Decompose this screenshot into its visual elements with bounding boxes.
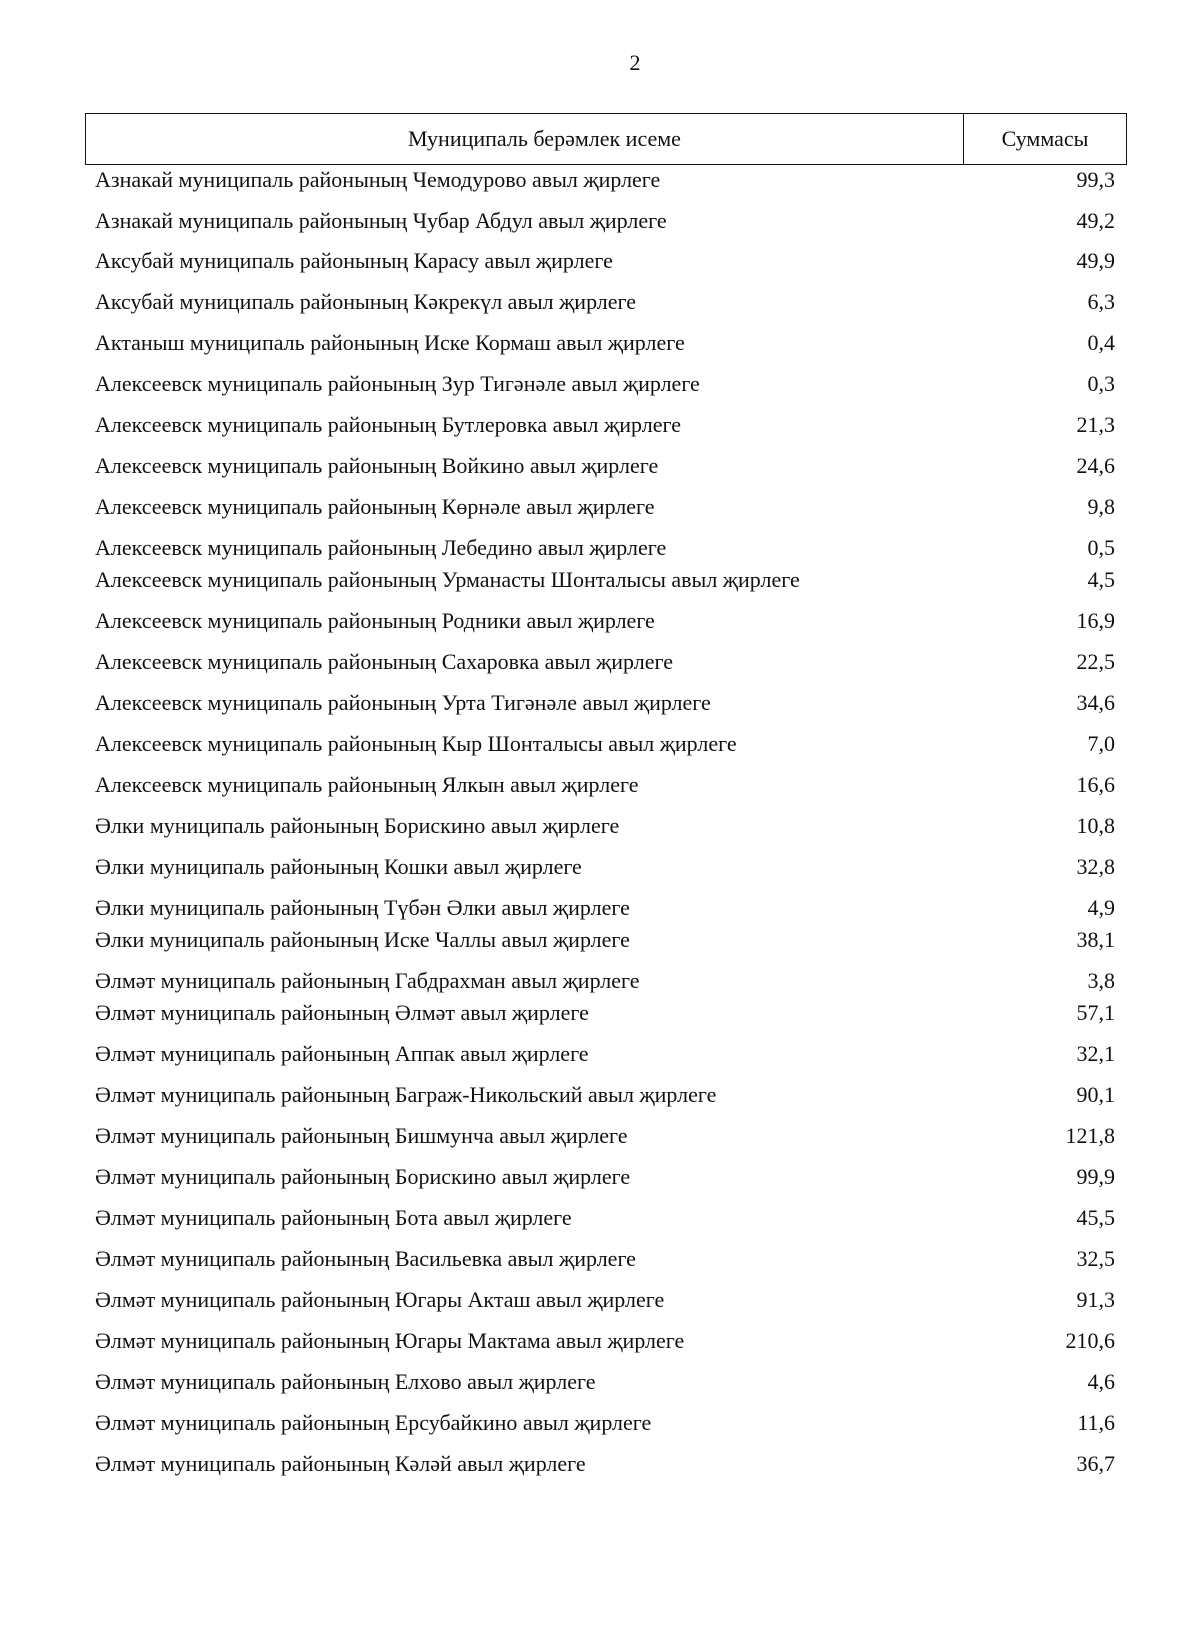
table-row [95,533,1115,563]
row-sum: 38,1 [1076,927,1115,952]
table-row [95,1408,1115,1438]
row-name: Әлки муниципаль районының Борискино авыл җирлеге [95,813,620,838]
row-sum: 49,9 [1076,248,1115,273]
table-row [95,246,1115,276]
row-name: Актаныш муниципаль районының Иске Кормаш авыл җирлеге [95,330,685,355]
table-row [95,1121,1115,1151]
row-name: Әлмәт муниципаль районының Ерсубайкино авыл җирлеге [95,1410,652,1435]
row-name: Алексеевск муниципаль районының Бутлеровка авыл җирлеге [95,412,681,437]
row-name: Әлмәт муниципаль районының Баграж-Никольский авыл җирлеге [95,1082,717,1107]
table-row [95,206,1115,236]
row-sum: 36,7 [1076,1451,1115,1476]
row-name: Әлмәт муниципаль районының Әлмәт авыл җирлеге [95,1000,589,1025]
row-sum: 16,9 [1076,608,1115,633]
row-name: Аксубай муниципаль районының Кәкрекүл авыл җирлеге [95,289,637,314]
row-sum: 32,5 [1076,1246,1115,1271]
row-sum: 91,3 [1076,1287,1115,1312]
row-sum: 21,3 [1076,412,1115,437]
table-row [95,770,1115,800]
row-sum: 121,8 [1065,1123,1115,1148]
table-row [95,287,1115,317]
table-row [95,606,1115,636]
table-row [95,369,1115,399]
row-name: Алексеевск муниципаль районының Родники авыл җирлеге [95,608,655,633]
table-row [95,1080,1115,1110]
row-sum: 32,8 [1076,854,1115,879]
row-sum: 99,3 [1076,167,1115,192]
column-header-name: Муниципаль берәмлек исеме [86,114,964,164]
row-name: Әлмәт муниципаль районының Васильевка авыл җирлеге [95,1246,636,1271]
table-row [95,1326,1115,1356]
row-name: Алексеевск муниципаль районының Лебедино авыл җирлеге [95,535,667,560]
row-name: Әлмәт муниципаль районының Бота авыл җирлеге [95,1205,572,1230]
row-sum: 3,8 [1087,968,1115,993]
table-row [95,1367,1115,1397]
row-sum: 0,3 [1087,371,1115,396]
row-sum: 16,6 [1076,772,1115,797]
table-row [95,647,1115,677]
row-sum: 90,1 [1076,1082,1115,1107]
row-name: Алексеевск муниципаль районының Ялкын авыл җирлеге [95,772,639,797]
row-sum: 34,6 [1076,690,1115,715]
row-name: Әлмәт муниципаль районының Кәләй авыл җирлеге [95,1451,586,1476]
row-name: Алексеевск муниципаль районының Сахаровка авыл җирлеге [95,649,673,674]
table-row [95,1244,1115,1274]
row-sum: 99,9 [1076,1164,1115,1189]
table-row [95,729,1115,759]
table-row [95,410,1115,440]
row-sum: 7,0 [1087,731,1115,756]
row-sum: 57,1 [1076,1000,1115,1025]
row-sum: 24,6 [1076,453,1115,478]
row-name: Әлмәт муниципаль районының Елхово авыл җирлеге [95,1369,596,1394]
row-sum: 32,1 [1076,1041,1115,1066]
table-row [95,852,1115,882]
row-name: Алексеевск муниципаль районының Зур Тигәнәле авыл җирлеге [95,371,700,396]
row-name: Азнакай муниципаль районының Чубар Абдул авыл җирлеге [95,208,667,233]
table-row [95,1039,1115,1069]
table-row [95,925,1115,955]
table-row [95,688,1115,718]
row-name: Әлки муниципаль районының Иске Чаллы авыл җирлеге [95,927,630,952]
row-sum: 4,9 [1087,895,1115,920]
row-name: Алексеевск муниципаль районының Көрнәле авыл җирлеге [95,494,655,519]
table-row [95,492,1115,522]
row-name: Әлмәт муниципаль районының Габдрахман авыл җирлеге [95,968,640,993]
table-row [95,811,1115,841]
row-sum: 4,5 [1087,567,1115,592]
row-name: Алексеевск муниципаль районының Урманасты Шонталысы авыл җирлеге [95,567,800,592]
row-sum: 6,3 [1087,289,1115,314]
row-sum: 210,6 [1065,1328,1115,1353]
row-sum: 49,2 [1076,208,1115,233]
table-row [95,328,1115,358]
table-row [95,451,1115,481]
table-row [95,1285,1115,1315]
row-sum: 10,8 [1076,813,1115,838]
row-sum: 0,5 [1087,535,1115,560]
row-sum: 0,4 [1087,330,1115,355]
row-name: Әлмәт муниципаль районының Бишмунча авыл җирлеге [95,1123,628,1148]
row-name: Әлки муниципаль районының Кошки авыл җирлеге [95,854,582,879]
table-row [95,1449,1115,1479]
table-row [95,893,1115,923]
row-name: Алексеевск муниципаль районының Войкино авыл җирлеге [95,453,659,478]
row-sum: 45,5 [1076,1205,1115,1230]
page-number: 2 [629,50,641,75]
table-row [95,565,1115,595]
row-sum: 4,6 [1087,1369,1115,1394]
row-name: Алексеевск муниципаль районының Кыр Шонталысы авыл җирлеге [95,731,737,756]
table-row [95,1162,1115,1192]
table-row [95,998,1115,1028]
column-header-sum: Суммасы [1001,126,1089,151]
row-sum: 11,6 [1077,1410,1115,1435]
row-sum: 9,8 [1087,494,1115,519]
table-row [95,165,1115,195]
row-sum: 22,5 [1076,649,1115,674]
row-name: Аксубай муниципаль районының Карасу авыл җирлеге [95,248,613,273]
row-name: Әлмәт муниципаль районының Югары Акташ авыл җирлеге [95,1287,665,1312]
row-name: Әлмәт муниципаль районының Аппак авыл җирлеге [95,1041,589,1066]
row-name: Азнакай муниципаль районының Чемодурово авыл җирлеге [95,167,661,192]
table-row [95,1203,1115,1233]
table-row [95,966,1115,996]
row-name: Әлмәт муниципаль районының Югары Мактама авыл җирлеге [95,1328,685,1353]
row-name: Әлмәт муниципаль районының Борискино авыл җирлеге [95,1164,631,1189]
row-name: Әлки муниципаль районының Түбән Әлки авыл җирлеге [95,895,630,920]
row-name: Алексеевск муниципаль районының Урта Тигәнәле авыл җирлеге [95,690,711,715]
